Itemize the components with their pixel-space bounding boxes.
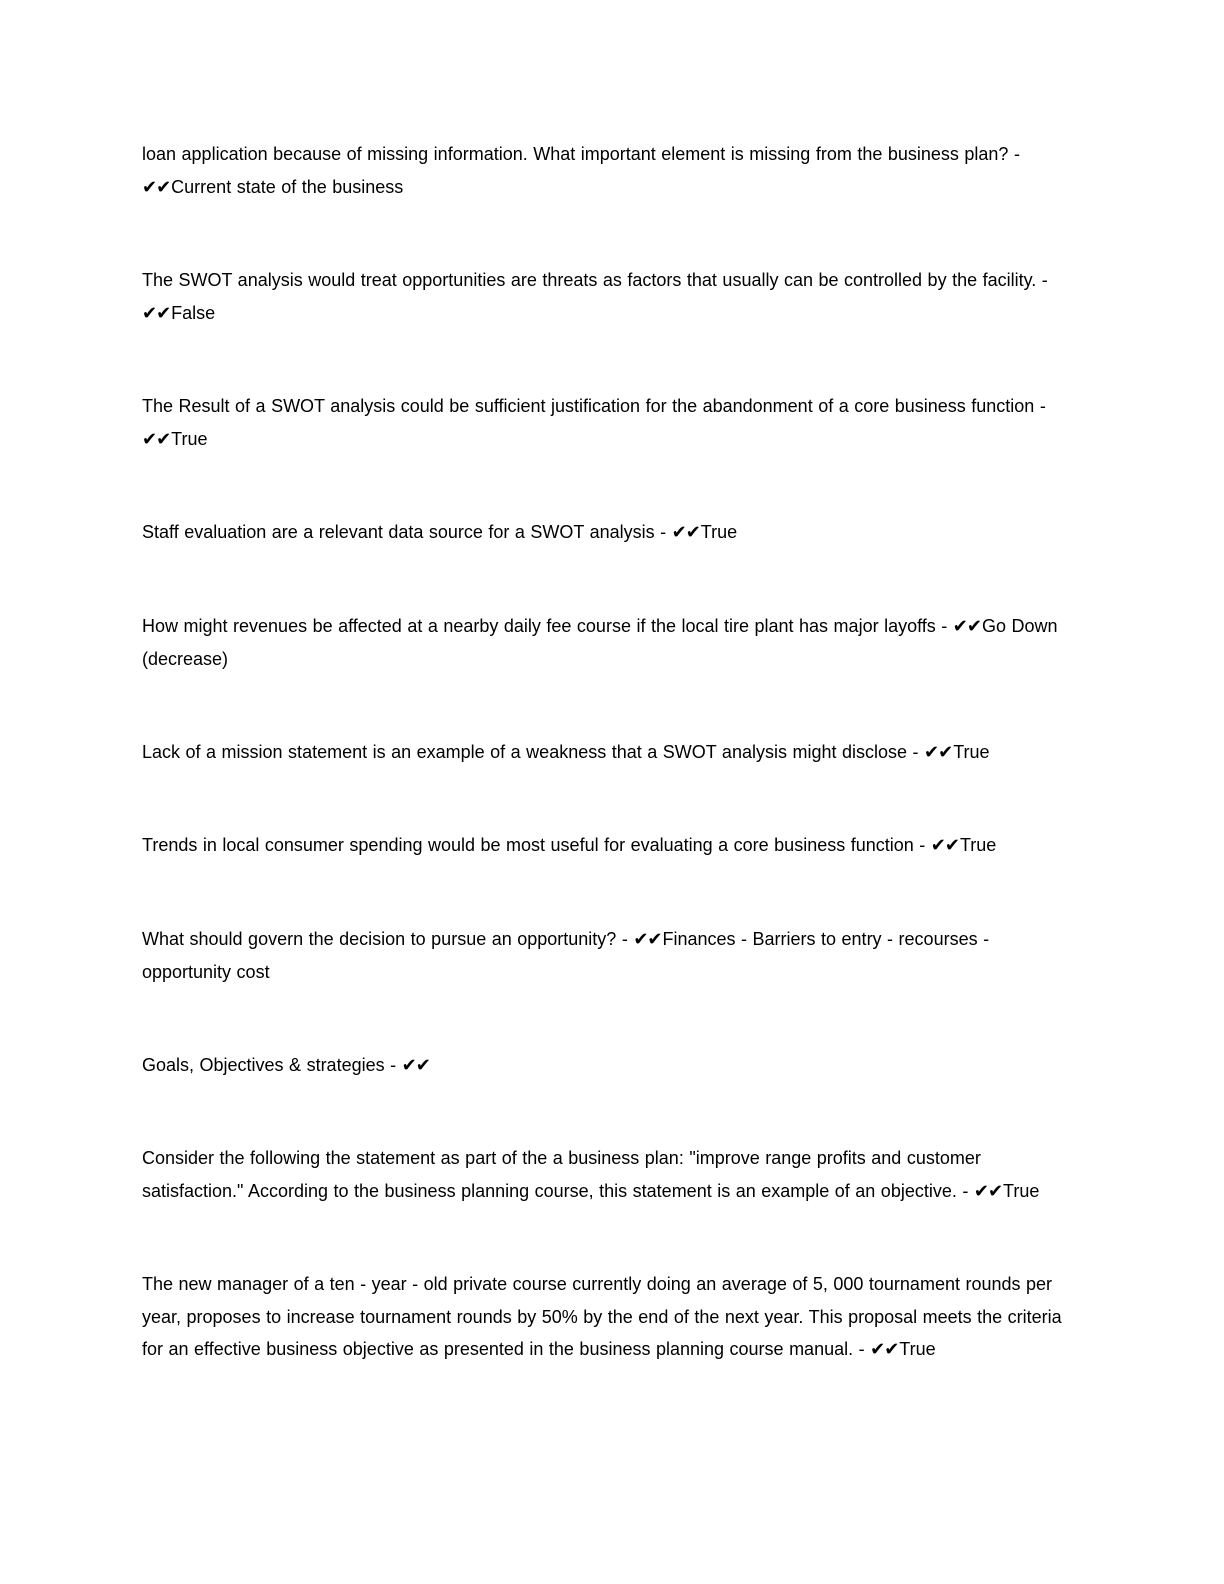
qa-item [142,138,1082,204]
answer-text: Current state of the business [171,176,404,197]
separator: - [935,615,953,636]
answer-text: Go Down (decrease) [142,615,1058,669]
checkmarks-icon: ✔✔ [142,302,171,324]
checkmarks-icon: ✔✔ [142,176,171,198]
checkmarks-icon: ✔✔ [671,522,700,543]
question-text: Lack of a mission statement is an example of a weakness that a SWOT analysis might disclose [142,741,908,762]
question-text: Goals, Objectives & strategies [142,1054,385,1075]
question-text: loan application because of missing information. What important element is missing from the business plan? [142,144,1009,164]
checkmarks-icon: ✔✔ [401,1054,430,1076]
answer-text: True [953,741,990,762]
question-text: What should govern the decision to pursue an opportunity? [142,928,617,949]
separator: - [654,522,672,542]
answer-text: True [171,428,208,449]
question-text: Consider the following the statement as part of the a business plan: "improve range profits and customer satisfaction." According to the business planning course, this statement is an example of an objective. [142,1148,981,1201]
answer-text: Finances - Barriers to entry - recourses - opportunity cost [142,928,990,982]
qa-item [142,1268,1082,1367]
separator: - [1008,144,1020,164]
separator: - [616,928,634,949]
qa-item [142,1049,1082,1083]
qa-item [142,610,1082,676]
separator: - [853,1339,871,1359]
separator: - [956,1180,974,1201]
qa-item [142,516,1082,550]
qa-item [142,390,1082,456]
checkmarks-icon: ✔✔ [930,835,959,856]
answer-text: True [899,1339,936,1359]
question-text: The Result of a SWOT analysis could be sufficient justification for the abandonment of a core business function [142,396,1035,416]
separator: - [907,741,925,762]
checkmarks-icon: ✔✔ [633,928,662,950]
qa-item [142,923,1082,989]
checkmarks-icon: ✔✔ [924,741,953,763]
separator: - [1034,396,1046,416]
question-text: The new manager of a ten - year - old private course currently doing an average of 5, 000 tournament rounds per year, proposes to increase tournament rounds by 50% by the end of the next year. This proposal meets the criteria for an effective business objective as presented in the business planning course manual. [142,1274,1062,1359]
checkmarks-icon: ✔✔ [142,428,171,450]
qa-item [142,829,1082,863]
answer-text: True [700,522,738,542]
checkmarks-icon: ✔✔ [870,1339,899,1360]
checkmarks-icon: ✔✔ [952,615,981,637]
separator: - [384,1054,402,1075]
answer-text: True [1003,1180,1040,1201]
answer-text: True [959,835,997,855]
separator: - [1036,270,1048,290]
qa-item [142,736,1082,770]
question-text: How might revenues be affected at a nearby daily fee course if the local tire plant has major layoffs [142,615,936,636]
question-text: Trends in local consumer spending would be most useful for evaluating a core business function [142,835,914,855]
question-text: Staff evaluation are a relevant data source for a SWOT analysis [142,522,655,542]
qa-item [142,1142,1082,1208]
question-text: The SWOT analysis would treat opportunities are threats as factors that usually can be controlled by the facility. [142,270,1037,290]
checkmarks-icon: ✔✔ [973,1180,1003,1202]
separator: - [913,835,931,855]
qa-item [142,264,1082,330]
answer-text: False [171,302,216,323]
